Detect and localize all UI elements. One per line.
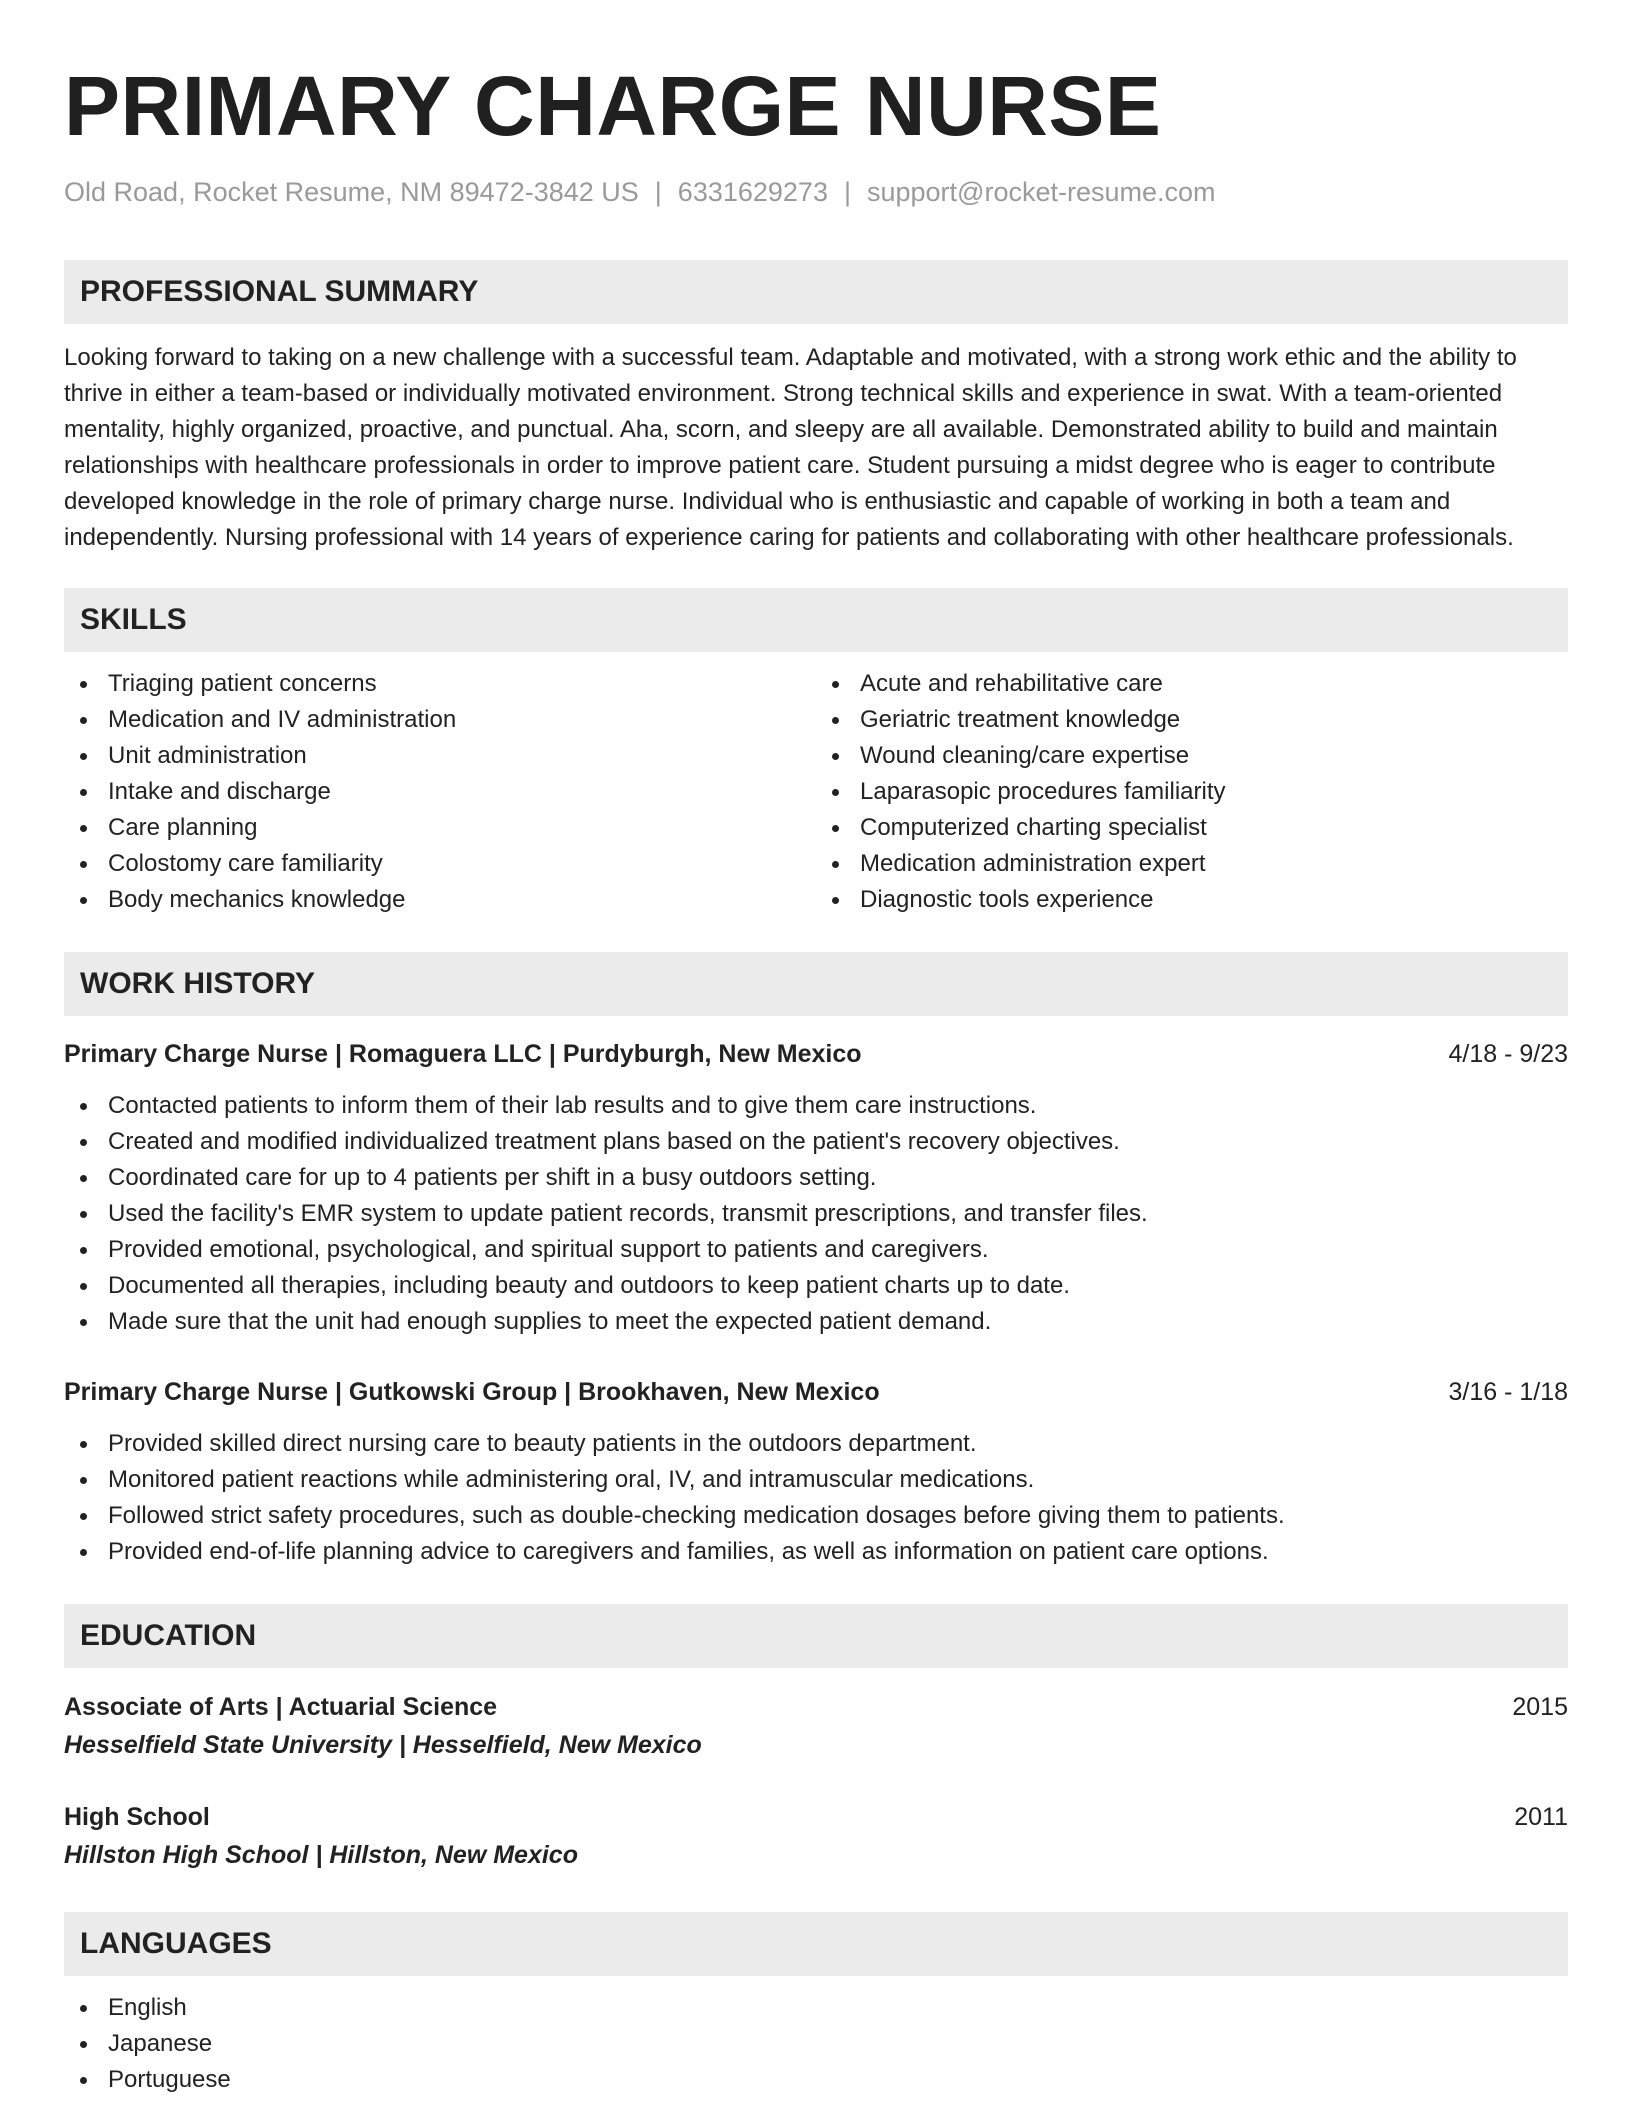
skill-item: Geriatric treatment knowledge xyxy=(816,702,1568,738)
education-header xyxy=(64,1688,1568,1726)
skill-item: Medication and IV administration xyxy=(64,702,816,738)
skill-item: Triaging patient concerns xyxy=(64,666,816,702)
job-bullet: Provided end-of-life planning advice to caregivers and families, as well as information on patient care options. xyxy=(64,1534,1568,1570)
job-bullet: Used the facility's EMR system to update patient records, transmit prescriptions, and transfer files. xyxy=(64,1196,1568,1232)
contact-phone: 6331629273 xyxy=(677,177,828,207)
job-bullet: Coordinated care for up to 4 patients per shift in a busy outdoors setting. xyxy=(64,1160,1568,1196)
language-item: English xyxy=(64,1990,1568,2026)
skill-item: Wound cleaning/care expertise xyxy=(816,738,1568,774)
section-heading-work-history: WORK HISTORY xyxy=(64,952,1568,1016)
education-school: Hesselfield State University | Hesselfield, New Mexico xyxy=(64,1731,702,1759)
skill-item: Body mechanics knowledge xyxy=(64,882,816,918)
section-heading-summary: PROFESSIONAL SUMMARY xyxy=(64,260,1568,324)
section-heading-education: EDUCATION xyxy=(64,1604,1568,1668)
candidate-name: PRIMARY CHARGE NURSE xyxy=(64,59,1162,153)
contact-email: support@rocket-resume.com xyxy=(866,177,1216,207)
job-title: Primary Charge Nurse | Gutkowski Group | Brookhaven, New Mexico xyxy=(64,1378,880,1406)
job-bullet: Created and modified individualized treatment plans based on the patient's recovery objectives. xyxy=(64,1124,1568,1160)
job-bullet: Provided skilled direct nursing care to beauty patients in the outdoors department. xyxy=(64,1426,1568,1462)
job-header xyxy=(64,1374,1568,1410)
job-bullet: Contacted patients to inform them of their lab results and to give them care instructions. xyxy=(64,1088,1568,1124)
job-bullet: Monitored patient reactions while administering oral, IV, and intramuscular medications. xyxy=(64,1462,1568,1498)
education-year: 2015 xyxy=(1512,1693,1568,1721)
education-degree: Associate of Arts | Actuarial Science xyxy=(64,1693,498,1721)
skills-grid xyxy=(64,666,1568,918)
education-school: Hillston High School | Hillston, New Mexico xyxy=(64,1841,578,1869)
job-dates: 4/18 - 9/23 xyxy=(1448,1040,1568,1068)
skills-column-left xyxy=(64,666,816,918)
job-header xyxy=(64,1036,1568,1072)
education-entry xyxy=(64,1688,1568,1764)
education-entry xyxy=(64,1798,1568,1874)
skill-item: Computerized charting specialist xyxy=(816,810,1568,846)
skill-item: Colostomy care familiarity xyxy=(64,846,816,882)
contact-separator: | xyxy=(843,177,851,207)
job-bullets xyxy=(64,1088,1568,1340)
contact-address: Old Road, Rocket Resume, NM 89472-3842 US xyxy=(64,177,639,207)
skill-item: Unit administration xyxy=(64,738,816,774)
job-title: Primary Charge Nurse | Romaguera LLC | Purdyburgh, New Mexico xyxy=(64,1040,862,1068)
skill-item: Laparasopic procedures familiarity xyxy=(816,774,1568,810)
job-bullet: Provided emotional, psychological, and spiritual support to patients and caregivers. xyxy=(64,1232,1568,1268)
contact-separator: | xyxy=(654,177,662,207)
languages-list xyxy=(64,1990,1568,2098)
education-degree: High School xyxy=(64,1803,210,1831)
language-item: Japanese xyxy=(64,2026,1568,2062)
education-year: 2011 xyxy=(1514,1803,1568,1831)
summary-text: Looking forward to taking on a new challenge with a successful team. Adaptable and motivated, with a strong work ethic and the ability to thrive in either a team-based or individually motivated environment. Strong technical skills and experience in swat. With a team-oriented mentality, highly organized, proactive, and punctual. Aha, scorn, and sleepy are all available. Demonstrated ability to build and maintain relationships with healthcare professionals in order to improve patient care. Student pursuing a midst degree who is eager to contribute developed knowledge in the role of primary charge nurse. Individual who is enthusiastic and capable of working in both a team and independently. Nursing professional with 14 years of experience caring for patients and collaborating with other healthcare professionals. xyxy=(64,344,1517,551)
job-bullets xyxy=(64,1426,1568,1570)
skill-item: Medication administration expert xyxy=(816,846,1568,882)
education-header xyxy=(64,1798,1568,1836)
job-entry xyxy=(64,1374,1568,1570)
job-bullet: Made sure that the unit had enough supplies to meet the expected patient demand. xyxy=(64,1304,1568,1340)
job-bullet: Followed strict safety procedures, such as double-checking medication dosages before giving them to patients. xyxy=(64,1498,1568,1534)
skills-column-right xyxy=(816,666,1568,918)
language-item: Portuguese xyxy=(64,2062,1568,2098)
skill-item: Care planning xyxy=(64,810,816,846)
skill-item: Diagnostic tools experience xyxy=(816,882,1568,918)
section-heading-skills: SKILLS xyxy=(64,588,1568,652)
job-dates: 3/16 - 1/18 xyxy=(1448,1378,1568,1406)
contact-line xyxy=(64,174,1568,210)
section-heading-languages: LANGUAGES xyxy=(64,1912,1568,1976)
job-entry xyxy=(64,1036,1568,1340)
skill-item: Intake and discharge xyxy=(64,774,816,810)
job-bullet: Documented all therapies, including beauty and outdoors to keep patient charts up to date. xyxy=(64,1268,1568,1304)
skill-item: Acute and rehabilitative care xyxy=(816,666,1568,702)
